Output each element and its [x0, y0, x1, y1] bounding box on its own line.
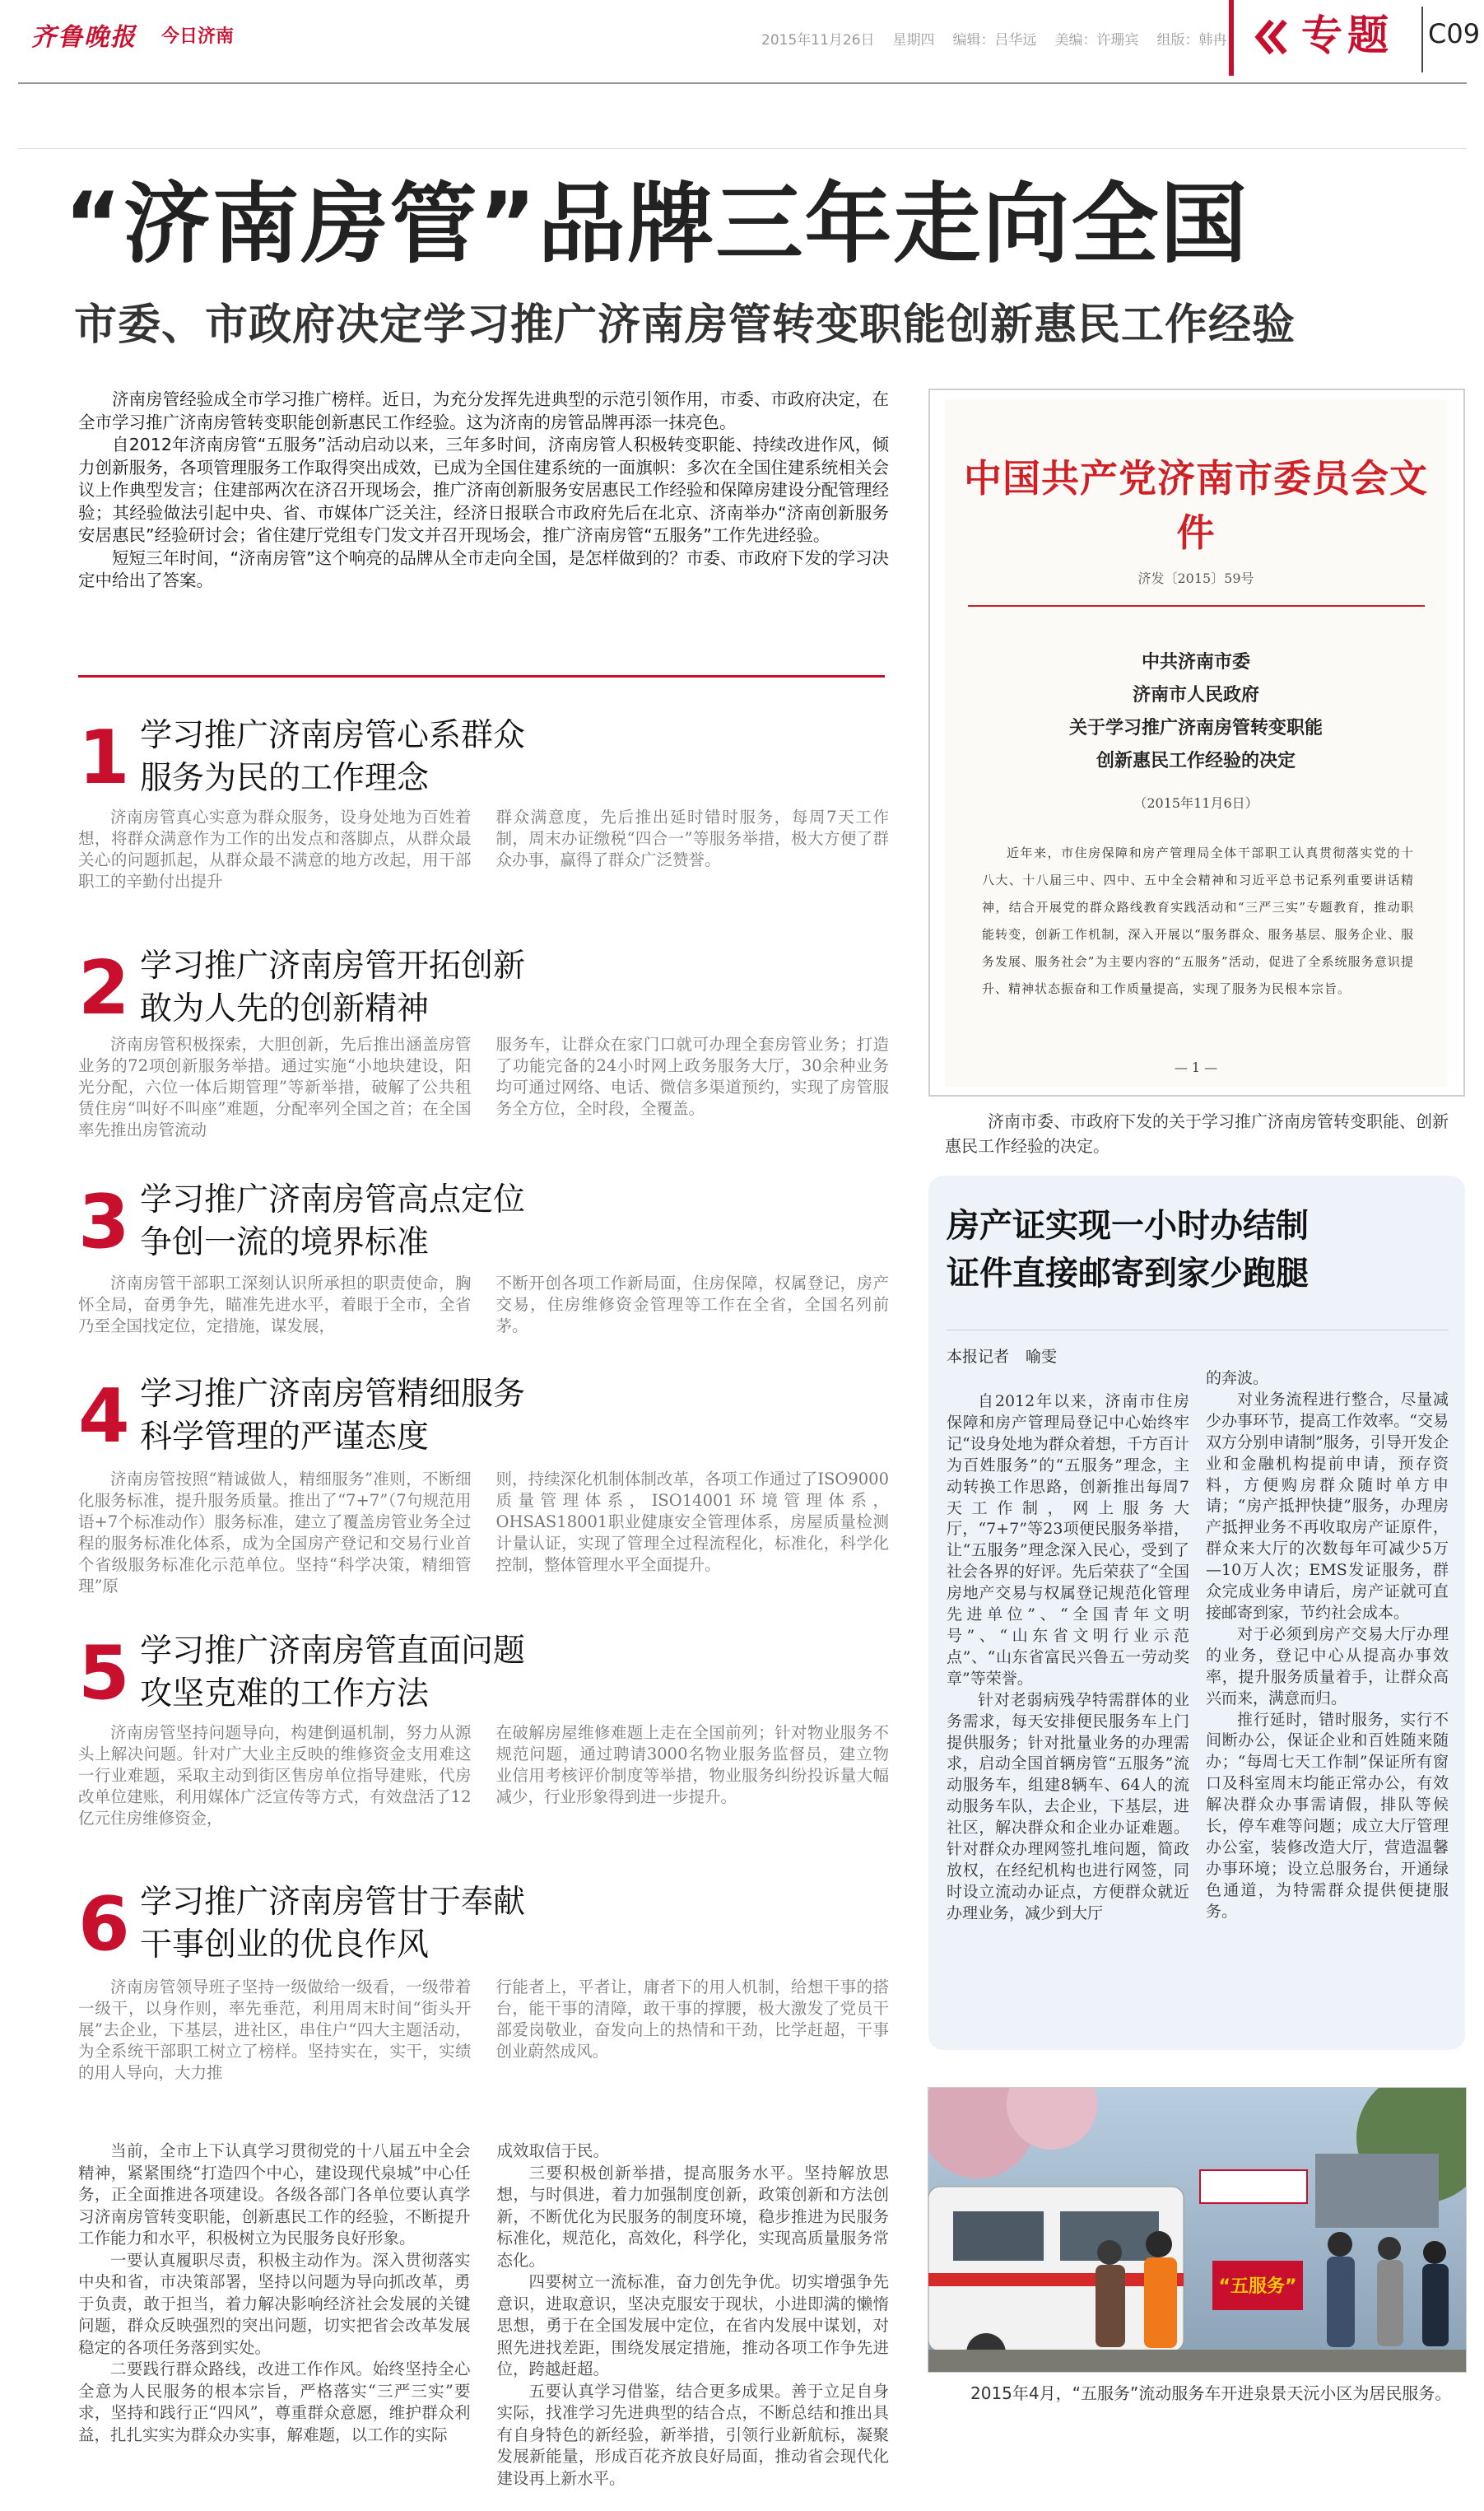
document-title-line: 创新惠民工作经验的决定 [1096, 750, 1296, 771]
story-column [947, 1368, 1189, 1925]
closing-paragraph: 一要认真履职尽责，积极主动作为。深入贯彻落实中央和省，市决策部署，坚持以问题为导向抓改革，勇于负责，敢于担当，着力解决影响经济社会发展的关键问题，群众反映强烈的突出问题，切实把省会改革发展稳定的各项任务落到实处。 [78, 2250, 471, 2357]
layout-credit: 组版：韩冉 [1156, 32, 1227, 49]
document-date: （2015年11月6日） [1133, 795, 1258, 811]
story-title-line: 房产证实现一小时办结制 [947, 1207, 1309, 1245]
section-text: 济南房管积极探索，大胆创新，先后推出涵盖房管业务的72项创新服务举措。通过实施“小地块建设，阳光分配，六位一体后期管理”等新举措，破解了公共租赁住房“叫好不叫座”难题，分配率列全国之首；在全国率先推出房管流动 [78, 1035, 472, 1139]
section-text: 济南房管领导班子坚持一级做给一级看，一级带着一级干，以身作则，率先垂范，利用周末时间“街头开展”去企业，下基层，进社区，串住户“四大主题活动，为全系统干部职工树立了榜样。坚持实在，实干，实绩的用人导向，大力推 [78, 1978, 472, 2082]
section-title-line: 学习推广济南房管甘于奉献 [140, 1884, 526, 1921]
section-text: 服务车，让群众在家门口就可办理全套房管业务；打造了功能完备的24小时网上政务服务大厅，30余种业务均可通过网络、电话、微信多渠道预约，实现了房管服务全方位，全时段，全覆盖。 [495, 1035, 889, 1118]
section-title-line: 学习推广济南房管心系群众 [140, 717, 526, 754]
section-text: 在破解房屋维修难题上走在全国前列；针对物业服务不规范问题，通过聘请3000名物业服务监督员，建立物业信用考核评价制度等举措，物业服务纠纷投诉量大幅减少，行业形象得到进一步提升。 [495, 1723, 889, 1806]
section-title [140, 1179, 864, 1265]
section-6 [78, 1881, 889, 2084]
section-text: 行能者上，平者让，庸者下的用人机制，给想干事的搭台，能干事的清障，敢干事的撑腰，极大激发了党员干部爱岗敬业，奋发向上的热情和干劲，比学赶超，干事创业蔚然成风。 [495, 1978, 889, 2061]
section-1 [78, 715, 889, 892]
newspaper-logo: 齐鲁晚报 [31, 23, 137, 52]
designer-credit: 美编：许珊宾 [1054, 32, 1139, 49]
section-title [140, 1630, 864, 1716]
masthead [31, 18, 234, 51]
document-image [945, 399, 1447, 1087]
photo-sign-text: “五服务” [1218, 2276, 1297, 2297]
document-red-rule [968, 605, 1425, 607]
byline-name: 喻雯 [1026, 1348, 1058, 1366]
header-divider [1421, 7, 1423, 72]
intro-paragraph: 济南房管经验成全市学习推广榜样。近日，为充分发挥先进典型的示范引领作用，市委、市政府决定，在全市学习推广济南房管转变职能创新惠民工作经验。这为济南的房管品牌再添一抹亮色。 [78, 389, 889, 432]
red-bar [1229, 0, 1234, 76]
section-3 [78, 1179, 889, 1337]
section-title [140, 1373, 864, 1459]
issue-weekday: 星期四 [892, 32, 935, 49]
section-number: 5 [78, 1630, 130, 1717]
closing-paragraph: 当前，全市上下认真学习贯彻党的十八届五中全会精神，紧紧围绕“打造四个中心，建设现代泉城”中心任务，正全面推进各项建设。各级各部门各单位要认真学习济南房管转变职能，创新惠民工作的经验，不断提升工作能力和水平，积极树立为民服务良好形象。 [78, 2141, 471, 2248]
closing-paragraph: 成效取信于民。 [496, 2141, 610, 2160]
section-number: 6 [78, 1881, 130, 1968]
header-rule [18, 82, 1467, 84]
section-number: 3 [78, 1179, 130, 1265]
issue-meta [761, 28, 1227, 49]
story-title [947, 1202, 1449, 1297]
subheadline: 市委、市政府决定学习推广济南房管转变职能创新惠民工作经验 [74, 300, 1296, 350]
story-paragraph: 针对老弱病残孕特需群体的业务需求，每天安排便民服务车上门提供服务；针对批量业务的办理需求，启动全国首辆房管“五服务”流动服务车，组建8辆车、64人的流动服务车队，去企业，下基层，进社区，解决群众和企业办证难题。针对群众办理网签扎堆问题，简政放权，在经纪机构也进行网签，同时设立流动办证点，方便群众就近办理业务，减少到大厅 [947, 1690, 1189, 1922]
section-text: 群众满意度，先后推出延时错时服务，每周7天工作制，周末办证缴税“四合一”等服务举措，极大方便了群众办事，赢得了群众广泛赞誉。 [495, 808, 889, 869]
story-paragraph: 自2012年以来，济南市住房保障和房产管理局登记中心始终牢记“设身处地为群众着想，千方百计为百姓服务”的“五服务”理念，主动转换工作思路，创新推出每周7天工作制，网上服务大厅，“7+7”等23项便民服务举措，让“五服务”理念深入民心，受到了社会各界的好评。先后荣获了“全国房地产交易与权属登记规范化管理先进单位”、“全国青年文明号”、“山东省文明行业示范点”、“山东省富民兴鲁五一劳动奖章”等荣誉。 [947, 1392, 1189, 1688]
page-number: C09 [1428, 18, 1481, 49]
closing-paragraph: 四要树立一流标准，奋力创先争优。切实增强争先意识，进取意识，坚决克服安于现状，小进即满的懒惰思想，勇于在全国发展中定位，在省内发展中谋划，对照先进找差距，围绕发展定措施，推动各项工作争先进位，跨越赶超。 [496, 2272, 889, 2378]
double-chevron-icon [1252, 18, 1290, 56]
section-title-line: 学习推广济南房管直面问题 [140, 1633, 526, 1670]
intro-paragraph: 短短三年时间，“济南房管”这个响亮的品牌从全市走向全国，是怎样做到的？市委、市政府下发的学习决定中给出了答案。 [78, 547, 889, 590]
section-number: 1 [78, 715, 130, 801]
story-paragraph: 对业务流程进行整合，尽量减少办事环节，提高工作效率。“交易双方分别申请制”服务，引导开发企业和金融机构提前申请，预存资料，方便购房群众随时单方申请；“房产抵押快捷”服务，办理房产抵押业务不再收取房产证原件，群众来大厅的次数每年可减少5万—10万人次；EMS发证服务，群众完成业务申请后，房产证就可直接邮寄到家，节约社会成本。 [1206, 1390, 1449, 1622]
intro-rule [78, 675, 885, 678]
document-title-line: 关于学习推广济南房管转变职能 [1068, 717, 1323, 738]
story-paragraph: 的奔波。 [1206, 1369, 1269, 1387]
header-rule-light [18, 148, 1467, 149]
section-title-line: 学习推广济南房管开拓创新 [140, 948, 526, 985]
editor-credit: 编辑：吕华远 [952, 32, 1037, 49]
section-text: 济南房管干部职工深刻认识所承担的职责使命，胸怀全局，奋勇争先，瞄准先进水平，着眼于全市，全省乃至全国找定位，定措施，谋发展， [78, 1274, 472, 1335]
headline: “济南房管”品牌三年走向全国 [64, 174, 1249, 275]
document-header: 中国共产党济南市委员会文件 [964, 456, 1428, 555]
closing-paragraph: 二要践行群众路线，改进工作作风。始终坚持全心全意为人民服务的根本宗旨，严格落实“三严三实”要求，坚持和践行正“四风”，尊重群众意愿，维护群众利益，扎扎实实为群众办实事，解难题，以工作的实际 [78, 2360, 471, 2444]
section-5 [78, 1630, 889, 1829]
section-title [140, 945, 864, 1031]
section-text: 济南房管按照“精诚做人，精细服务”准则，不断细化服务标准，提升服务质量。推出了“7+7”（7句规范用语+7个标准动作）服务标准，建立了覆盖房管业务全过程的服务标准化体系，成为全国房产登记和交易行业首个省级服务标准化示范单位。坚持“科学决策，精细管理”原 [78, 1470, 472, 1596]
service-van-photo [928, 2088, 1467, 2373]
section-text: 济南房管坚持问题导向，构建倒逼机制，努力从源头上解决问题。针对广大业主反映的维修资金支用难这一行业难题，采取主动到街区售房单位指导建账，代房改单位建账，利用媒体广泛宣传等方式，有效盘活了12亿元住房维修资金， [78, 1723, 472, 1828]
document-caption: 济南市委、市政府下发的关于学习推广济南房管转变职能、创新惠民工作经验的决定。 [945, 1111, 1449, 1156]
section-title-line: 服务为民的工作理念 [140, 760, 430, 797]
section-text: 不断开创各项工作新局面，住房保障，权属登记，房产交易，住房维修资金管理等工作在全省，全国名列前茅。 [495, 1274, 889, 1335]
section-text: 济南房管真心实意为群众服务，设身处地为百姓着想，将群众满意作为工作的出发点和落脚点，从群众最关心的问题抓起，从群众最不满意的地方改起，用干部职工的辛勤付出提升 [78, 808, 472, 891]
section-title-line: 争创一流的境界标准 [140, 1224, 430, 1261]
closing-text [78, 2141, 889, 2490]
special-topic-label [1229, 0, 1418, 76]
closing-column [78, 2141, 471, 2490]
section-title-line: 干事创业的优良作风 [140, 1926, 430, 1964]
section-name: 今日济南 [161, 26, 235, 47]
section-number: 4 [78, 1373, 130, 1460]
section-title [140, 1881, 864, 1967]
section-title-line: 学习推广济南房管高点定位 [140, 1181, 526, 1218]
section-text: 则，持续深化机制体制改革，各项工作通过了ISO9000质量管理体系，ISO14001环境管理体系，OHSAS18001职业健康安全管理体系，房屋质量检测计量认证，实现了管理全过程流程化，标准化，科学化控制，整体管理水平全面提升。 [495, 1470, 889, 1574]
section-title-line: 科学管理的严谨态度 [140, 1419, 430, 1456]
closing-paragraph: 五要认真学习借鉴，结合更多成果。善于立足自身实际，找准学习先进典型的结合点，不断总结和推出具有自身特色的新经验，新举措，引领行业新航标，凝聚发展新能量，形成百花齐放良好局面，推动省会现代化建设再上新水平。 [496, 2381, 889, 2488]
closing-column [497, 2141, 890, 2490]
section-title-line: 学习推广济南房管精细服务 [140, 1376, 526, 1413]
section-2 [78, 945, 889, 1141]
intro-text [78, 389, 889, 593]
section-title-line: 敢为人先的创新精神 [140, 990, 430, 1027]
story-title-line: 证件直接邮寄到家少跑腿 [947, 1255, 1309, 1293]
story-column [1206, 1368, 1449, 1925]
story-paragraph: 推行延时，错时服务，实行不间断办公，保证企业和百姓随来随办；“每周七天工作制”保证所有窗口及科室周末均能正常办公，有效解决群众办事需请假，排队等候长，停车难等问题；成立大厅管理办公室，装修改造大厅，营造温馨办事环境；设立总服务台，开通绿色通道，为特需群众提供便捷服务。 [1206, 1710, 1449, 1921]
intro-paragraph: 自2012年济南房管“五服务”活动启动以来，三年多时间，济南房管人积极转变职能、持续改进作风，倾力创新服务，各项管理服务工作取得突出成效，已成为全国住建系统的一面旗帜：多次在全国住建系统相关会议上作典型发言；住建部两次在济召开现场会，推广济南创新服务安居惠民工作经验和保障房建设分配管理经验；其经验做法引起中央、省、市媒体广泛关注，经济日报联合市政府先后在北京、济南举办“济南创新服务安居惠民”经验研讨会；省住建厅党组专门发文并召开现场会，推广济南房管“五服务”工作先进经验。 [78, 435, 889, 545]
story-paragraph: 对于必须到房产交易大厅办理的业务，登记中心从提高办事效率，提升服务质量着手，让群众高兴而来，满意而归。 [1206, 1624, 1449, 1707]
section-title-line: 攻坚克难的工作方法 [140, 1675, 430, 1712]
byline-role: 本报记者 [947, 1348, 1010, 1366]
photo-caption: 2015年4月，“五服务”流动服务车开进泉景天沅小区为居民服务。 [970, 2383, 1452, 2403]
document-page-number: — 1 — [1174, 1060, 1218, 1075]
section-title [140, 715, 864, 800]
story-byline [947, 1344, 1057, 1367]
special-topic-text: 专题 [1301, 12, 1393, 59]
story-body [947, 1368, 1449, 1925]
section-number: 2 [78, 945, 130, 1032]
issue-date: 2015年11月26日 [761, 32, 875, 49]
document-title-line: 中共济南市委 [1141, 651, 1250, 673]
document-number: 济发〔2015〕59号 [1137, 571, 1254, 586]
document-title-line: 济南市人民政府 [1132, 684, 1259, 706]
section-4 [78, 1373, 889, 1597]
closing-paragraph: 三要积极创新举措，提高服务水平。坚持解放思想，与时俱进，着力加强制度创新，政策创新和方法创新，不断优化为民服务的制度环境，稳步推进为民服务标准化，规范化，高效化，科学化，实现高质量服务常态化。 [496, 2163, 889, 2270]
news-photo [928, 2087, 1467, 2373]
document-body: 近年来，市住房保障和房产管理局全体干部职工认真贯彻落实党的十八大、十八届三中、四中、五中全会精神和习近平总书记系列重要讲话精神，结合开展党的群众路线教育实践活动和“三严三实”专题教育，推动职能转变，创新工作机制，深入开展以“服务群众、服务基层、服务企业、服务发展、服务社会”为主要内容的“五服务”活动，促进了全系统服务意识提升、精神状态振奋和工作质量提高，实现了服务为民根本宗旨。 [982, 846, 1414, 996]
